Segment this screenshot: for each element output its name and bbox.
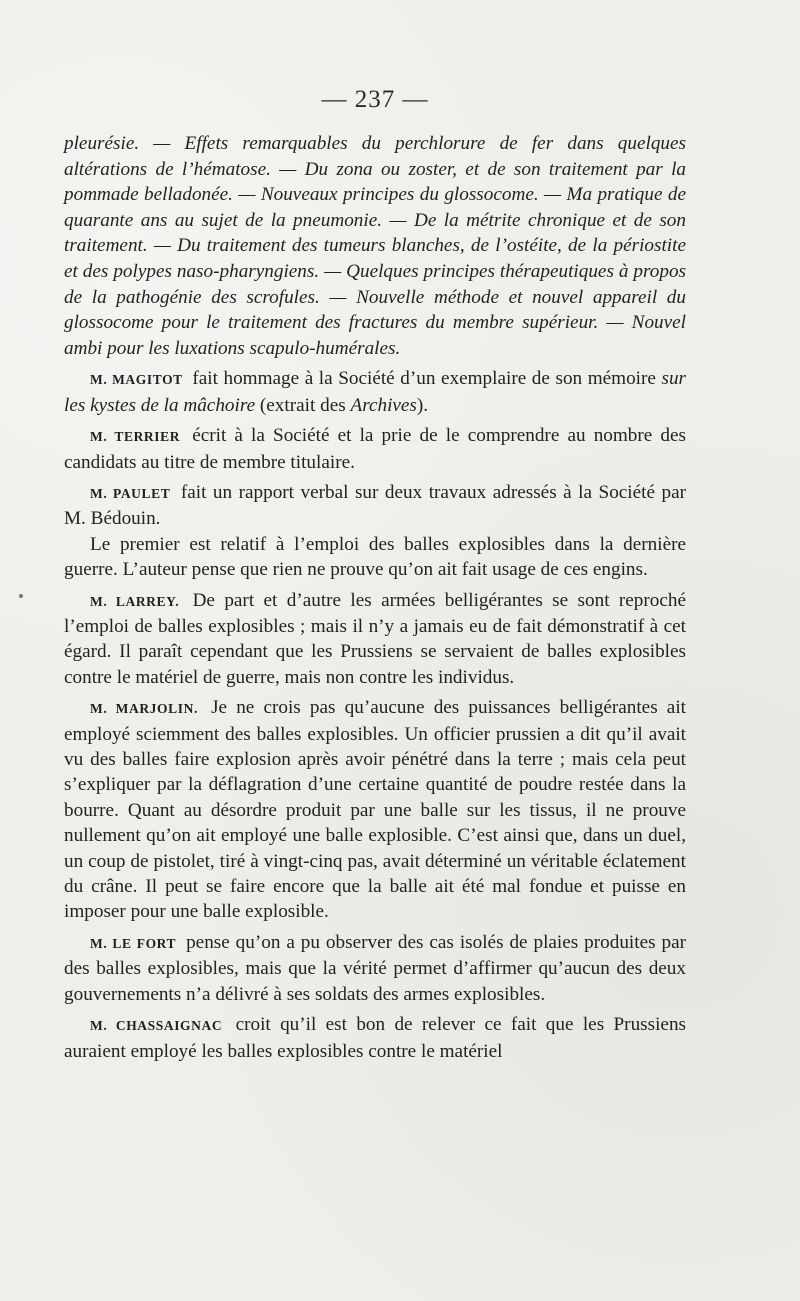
speaker-name: M. TERRIER <box>90 429 181 445</box>
book-page <box>64 0 686 1301</box>
speaker-name: M. PAULET <box>90 485 171 501</box>
margin-ink-spot <box>19 594 23 598</box>
paragraph-text: De part et d’autre les armées belligérantes se sont reproché l’emploi de balles explosibles ; mais il n’y a jamais eu de fait démonstratif à cet égard. Il paraît cependant que les Prussiens se servaient de balles explosibles contre le matériel de guerre, mais non contre les individus. <box>64 589 686 688</box>
paragraph-paulet <box>64 480 686 532</box>
paragraph-lefort <box>64 930 686 1007</box>
intro-title-list: pleurésie. — Effets remarquables du perchlorure de fer dans quelques altérations de l’hématose. — Du zona ou zoster, et de son traitement par la pommade belladonée. — Nouveaux principes du glossocome. — Ma pratique de quarante ans au sujet de la pneumonie. — De la métrite chronique et de son traitement. — Du traitement des tumeurs blanches, de l’ostéite, de la périostite et des polypes naso-pharyngiens. — Quelques principes thérapeutiques à propos de la pathogénie des scrofules. — Nouvelle méthode et nouvel appareil du glossocome pour le traitement des fractures du membre supérieur. — Nouvel ambi pour les luxations scapulo-humérales. <box>64 133 686 359</box>
page-number: — 237 — <box>321 86 429 113</box>
speaker-name: M. MAGITOT <box>90 372 183 388</box>
paragraph-text: pense qu’on a pu observer des cas isolés de plaies produites par des balles explosibles, mais que la vérité permet d’affirmer qu’aucun des deux gouvernements n’a délivré à ses soldats des armes explosibles. <box>64 931 686 1005</box>
paragraph-magitot <box>64 366 686 418</box>
paragraph-text: Je ne crois pas qu’aucune des puissances belligérantes ait employé sciemment des balles explosibles. Un officier prussien a dit qu’il avait vu des balles faire explosion après avoir pénétré dans la terre ; mais cela peut s’expliquer par la déflagration d’une certaine quantité de poudre restée dans la bourre. Quant au désordre produit par une balle sur les tissus, il ne prouve nullement qu’on ait employé une balle explosible. C’est ainsi que, dans un duel, un coup de pistolet, tiré à vingt-cinq pas, avait déterminé un véritable éclatement du crâne. Il peut se faire encore que la balle ait été mal fondue et puisse en imposer pour une balle explosible. <box>64 697 686 923</box>
source-title: Archives <box>350 394 417 416</box>
paragraph-terrier <box>64 423 686 475</box>
paragraph-text: écrit à la Société et la prie de le comprendre au nombre des candidats au titre de membre titulaire. <box>64 425 686 473</box>
paragraph-text: Le premier est relatif à l’emploi des balles explosibles dans la dernière guerre. L’auteur pense que rien ne prouve qu’on ait fait usage de ces engins. <box>64 533 686 581</box>
paragraph-premier <box>64 532 686 583</box>
speaker-name: M. LE FORT <box>90 935 177 951</box>
speaker-name: M. CHASSAIGNAC <box>90 1018 223 1034</box>
paragraph-larrey <box>64 588 686 691</box>
paragraph-text: ). <box>416 394 429 416</box>
speaker-name: M. MARJOLIN. <box>90 701 198 717</box>
paragraph-text: croit qu’il est bon de relever ce fait que les Prussiens auraient employé les balles explosibles contre le matériel <box>64 1014 687 1062</box>
paragraph-chassaignac <box>64 1012 686 1064</box>
paragraph-marjolin <box>64 695 686 925</box>
speaker-name: M. LARREY. <box>90 593 180 609</box>
paragraph-text: fait un rapport verbal sur deux travaux adressés à la Société par M. Bédouin. <box>64 481 686 530</box>
paragraph-text: fait hommage à la Société d’un exemplaire de son mémoire <box>192 368 656 390</box>
page-body <box>64 131 686 1064</box>
work-title: sur les kystes de la mâchoire <box>64 368 687 416</box>
paragraph-text: (extrait des <box>259 394 346 416</box>
